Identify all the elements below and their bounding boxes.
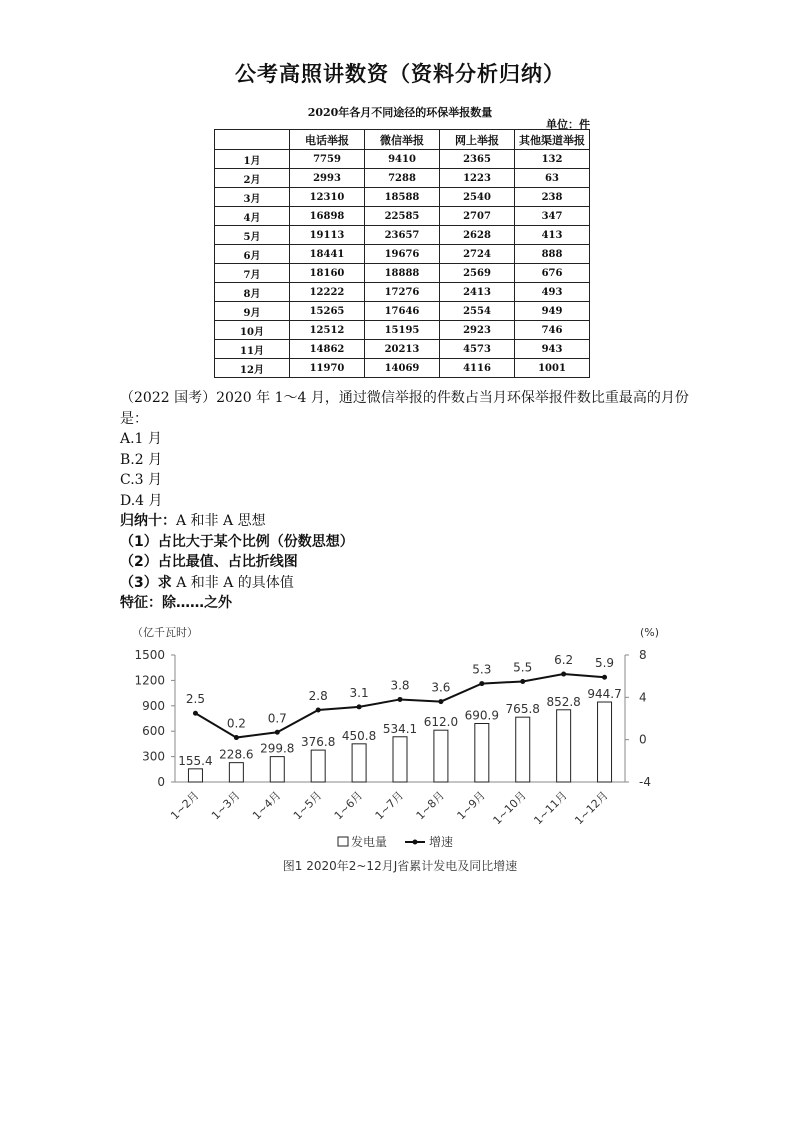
- table-row-month: 5月: [215, 226, 290, 245]
- table-cell: 4116: [440, 359, 515, 378]
- summary-heading: [120, 511, 690, 532]
- left-tick-label: 300: [142, 749, 165, 764]
- table-row-month: 12月: [215, 359, 290, 378]
- table-cell: 22585: [365, 207, 440, 226]
- combo-chart: [120, 620, 680, 880]
- table-cell: 63: [515, 169, 590, 188]
- table-cell: 7759: [290, 150, 365, 169]
- line-value-label: 5.5: [513, 660, 533, 675]
- table-header-row: [215, 130, 590, 150]
- line-value-label: 5.3: [472, 662, 492, 677]
- page-title: 公考高照讲数资（资料分析归纳）: [235, 62, 565, 86]
- bar-value-label: 228.6: [219, 747, 254, 762]
- question-text-cont: 是：: [120, 410, 148, 427]
- option-d: D.4 月: [120, 492, 163, 509]
- table-cell: 12222: [290, 283, 365, 302]
- x-category-label: 1~10月: [490, 788, 529, 828]
- x-category-label: 1~2月: [168, 788, 202, 823]
- table-cell: 7288: [365, 169, 440, 188]
- table-row: [215, 188, 590, 207]
- table-row: [215, 283, 590, 302]
- table-cell: 23657: [365, 226, 440, 245]
- summary-item-2: （2）占比最值、占比折线图: [120, 554, 298, 570]
- line-point: [561, 672, 566, 677]
- x-category-label: 1~11月: [531, 788, 570, 828]
- x-category-label: 1~5月: [290, 788, 325, 823]
- line-value-label: 5.9: [594, 656, 615, 671]
- table-cell: 12512: [290, 321, 365, 340]
- table-row: [215, 264, 590, 283]
- table-cell: 18588: [365, 188, 440, 207]
- table-row-month: 9月: [215, 302, 290, 321]
- table-cell: 16898: [290, 207, 365, 226]
- right-tick-label: 0: [639, 732, 647, 747]
- legend-line-marker: [413, 840, 418, 845]
- table-cell: 15265: [290, 302, 365, 321]
- line-point: [520, 679, 525, 684]
- line-value-label: 3.8: [390, 678, 410, 693]
- table-cell: 18160: [290, 264, 365, 283]
- legend-line-label: 增速: [429, 835, 454, 849]
- table-row-month: 11月: [215, 340, 290, 359]
- right-tick-label: 8: [639, 648, 647, 662]
- table-cell: 19113: [290, 226, 365, 245]
- summary-item-1: （1）占比大于某个比例（份数思想）: [120, 533, 354, 550]
- table-header-cell: 其他渠道举报: [515, 130, 590, 150]
- bar-value-label: 534.1: [382, 721, 418, 736]
- table-cell: 14069: [365, 359, 440, 378]
- question-block: [120, 388, 690, 614]
- table-row-month: 8月: [215, 283, 290, 302]
- bar-value-label: 155.4: [178, 753, 213, 768]
- table-cell: 12310: [290, 188, 365, 207]
- table-cell: 2554: [440, 302, 515, 321]
- bar-value-label: 299.8: [260, 741, 295, 756]
- line-point: [316, 708, 321, 713]
- line-point: [275, 730, 280, 735]
- line-point: [438, 699, 443, 704]
- line-value-label: 3.1: [349, 685, 369, 700]
- line-value-label: 2.5: [185, 692, 206, 707]
- table-cell: 888: [515, 245, 590, 264]
- table-header-cell: 网上举报: [440, 130, 515, 150]
- table-caption: 2020年各月不同途径的环保举报数量: [307, 106, 493, 119]
- bar: [188, 769, 202, 782]
- summary-item-3: [120, 573, 690, 594]
- option-b: B.2 月: [120, 451, 163, 468]
- line-point: [398, 697, 403, 702]
- table-cell: 17646: [365, 302, 440, 321]
- table-row-month: 10月: [215, 321, 290, 340]
- table-cell: 413: [515, 226, 590, 245]
- summary-item-3-text: A 和非 A 的具体值: [171, 574, 294, 591]
- table-cell: 2540: [440, 188, 515, 207]
- table-cell: 2628: [440, 226, 515, 245]
- line-point: [234, 735, 239, 740]
- x-category-label: 1~7月: [372, 788, 407, 823]
- x-category-label: 1~3月: [209, 788, 243, 823]
- x-category-label: 1~9月: [454, 788, 488, 823]
- bar: [434, 730, 448, 782]
- table-header-cell: 微信举报: [365, 130, 440, 150]
- table-cell: 14862: [290, 340, 365, 359]
- line-point: [357, 704, 362, 709]
- bar-value-label: 376.8: [301, 735, 336, 750]
- bar-value-label: 765.8: [505, 702, 540, 717]
- table-row: [215, 169, 590, 188]
- option-c: C.3 月: [120, 472, 163, 488]
- table-cell: 1001: [515, 359, 590, 378]
- table-cell: 347: [515, 207, 590, 226]
- table-row-month: 2月: [215, 169, 290, 188]
- table-row: [215, 150, 590, 169]
- left-tick-label: 1200: [134, 673, 165, 688]
- table-cell: 11970: [290, 359, 365, 378]
- line-value-label: 3.6: [431, 680, 451, 695]
- right-tick-label: -4: [639, 775, 651, 789]
- table-cell: 746: [515, 321, 590, 340]
- table-header-cell: 电话举报: [290, 130, 365, 150]
- line-value-label: 6.2: [554, 653, 574, 668]
- table-row: [215, 321, 590, 340]
- table-cell: 17276: [365, 283, 440, 302]
- bar: [270, 757, 284, 782]
- bar-value-label: 612.0: [423, 715, 459, 730]
- table-cell: 2365: [440, 150, 515, 169]
- legend-bar-swatch: [338, 837, 348, 846]
- table-cell: 19676: [365, 245, 440, 264]
- table-cell: 4573: [440, 340, 515, 359]
- table-body: [215, 150, 590, 378]
- table-cell: 20213: [365, 340, 440, 359]
- table-cell: 9410: [365, 150, 440, 169]
- bar: [557, 710, 571, 782]
- x-category-label: 1~12月: [572, 788, 611, 828]
- summary-heading-text: A 和非 A 思想: [176, 513, 266, 529]
- table-cell: 15195: [365, 321, 440, 340]
- table-cell: 2707: [440, 207, 515, 226]
- table-row: [215, 359, 590, 378]
- table-row: [215, 245, 590, 264]
- bar: [229, 763, 243, 782]
- line-value-label: 0.7: [267, 711, 287, 726]
- table-unit: 单位：件: [546, 118, 590, 131]
- table-row-month: 4月: [215, 207, 290, 226]
- option-a: A.1 月: [120, 431, 162, 447]
- table-cell: 238: [515, 188, 590, 207]
- left-tick-label: 1500: [134, 648, 165, 662]
- table-cell: 18441: [290, 245, 365, 264]
- bar: [311, 750, 325, 782]
- summary-item-3-label: （3）求: [120, 574, 172, 591]
- table-row: [215, 340, 590, 359]
- bar-value-label: 852.8: [546, 694, 581, 709]
- table-cell: 2413: [440, 283, 515, 302]
- table-row-month: 1月: [215, 150, 290, 169]
- line-point: [193, 711, 198, 716]
- table-cell: 943: [515, 340, 590, 359]
- table-row: [215, 207, 590, 226]
- left-tick-label: 600: [142, 724, 165, 739]
- table-cell: 2569: [440, 264, 515, 283]
- line-value-label: 0.2: [226, 716, 246, 731]
- summary-heading-label: 归纳十：: [120, 513, 176, 529]
- table-cell: 676: [515, 264, 590, 283]
- table-cell: 2724: [440, 245, 515, 264]
- right-tick-label: 4: [639, 690, 647, 705]
- left-axis-unit: （亿千瓦时）: [132, 626, 198, 639]
- bar: [516, 717, 530, 782]
- question-text: （2022 国考）2020 年 1～4 月，通过微信举报的件数占当月环保举报件数比重最高的月份: [120, 390, 689, 406]
- bar: [598, 702, 612, 782]
- feature-line: 特征：除……之外: [120, 595, 232, 611]
- bar: [393, 737, 407, 782]
- bar-value-label: 690.9: [464, 708, 499, 723]
- table-cell: 1223: [440, 169, 515, 188]
- table-row-month: 7月: [215, 264, 290, 283]
- right-axis-unit: (%): [640, 626, 660, 639]
- table-cell: 2993: [290, 169, 365, 188]
- table-header-cell: [215, 130, 290, 150]
- table-cell: 2923: [440, 321, 515, 340]
- line-value-label: 2.8: [308, 689, 328, 704]
- bar-value-label: 944.7: [587, 687, 622, 702]
- bar: [352, 744, 366, 782]
- report-table: [214, 129, 590, 378]
- table-row: [215, 226, 590, 245]
- table-cell: 18888: [365, 264, 440, 283]
- table-row-month: 3月: [215, 188, 290, 207]
- x-category-label: 1~8月: [413, 788, 448, 823]
- chart-container: [120, 620, 680, 880]
- table-cell: 493: [515, 283, 590, 302]
- table-row-month: 6月: [215, 245, 290, 264]
- legend-bar-label: 发电量: [351, 835, 388, 849]
- line-point: [479, 681, 484, 686]
- x-category-label: 1~4月: [250, 788, 284, 823]
- bar-value-label: 450.8: [341, 728, 377, 743]
- table-row: [215, 302, 590, 321]
- table-cell: 949: [515, 302, 590, 321]
- table-cell: 132: [515, 150, 590, 169]
- line-point: [602, 675, 607, 680]
- left-tick-label: 0: [157, 775, 165, 789]
- chart-title: 图1 2020年2~12月J省累计发电及同比增速: [282, 859, 518, 873]
- bar: [475, 724, 489, 782]
- left-tick-label: 900: [142, 698, 165, 713]
- x-category-label: 1~6月: [331, 788, 366, 823]
